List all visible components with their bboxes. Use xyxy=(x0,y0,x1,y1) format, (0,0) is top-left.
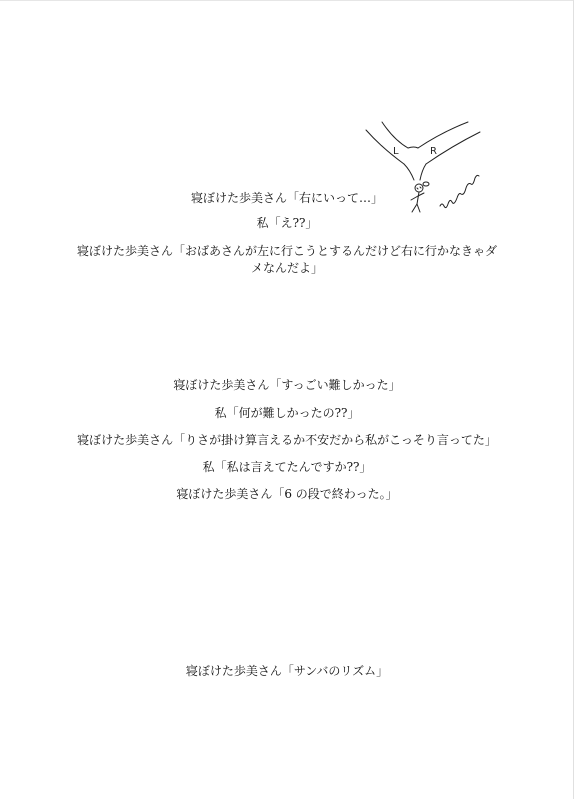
dialogue-line: 私「え??」 xyxy=(256,216,318,230)
doodle-left-label: L xyxy=(393,146,399,157)
dialogue-line: 寝ぼけた歩美さん「サンバのリズム」 xyxy=(185,664,389,678)
dialogue-line: 寝ぼけた歩美さん「りさが掛け算言えるか不安だから私がこっそり言ってた」 xyxy=(77,433,497,447)
doodle-right-label: R xyxy=(430,146,437,157)
dialogue-line: 寝ぼけた歩美さん「右にいって…」 xyxy=(190,191,383,205)
dialogue-line: メなんだよ」 xyxy=(250,261,323,275)
dialogue-line: 寝ぼけた歩美さん「6 の段で終わった。」 xyxy=(176,487,398,501)
dialogue-line: 私「私は言えてたんですか??」 xyxy=(202,460,372,474)
dialogue-line: 寝ぼけた歩美さん「おばあさんが左に行こうとするんだけど右に行かなきゃダ xyxy=(76,244,497,258)
dialogue-line: 私「何が難しかったの??」 xyxy=(214,406,360,420)
page-edge-top xyxy=(0,0,574,1)
dialogue-line: 寝ぼけた歩美さん「すっごい難しかった」 xyxy=(173,378,401,392)
